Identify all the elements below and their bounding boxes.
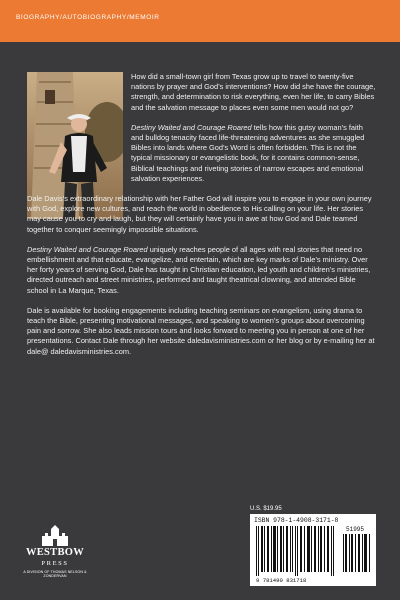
blurb-paragraph-2-text: tells how this gutsy woman’s faith and bulldog tenacity faced life-threatening adventures as she smuggled Bibles into lands where God’s Word is often forbidden. This is not the typical missionary or evangelistic book, for it contains common-sense, Biblical teachings and riveting stories of narrow escapes and emotional salvation experiences.	[131, 122, 365, 183]
genre-label: BIOGRAPHY/AUTOBIOGRAPHY/MEMOIR	[16, 14, 160, 21]
book-title-ref: Destiny Waited and Courage Roared	[27, 244, 148, 254]
blurb-paragraph-5: Dale is available for booking engagements including teaching seminars on evangelism, using drama to teach the Bible, presenting motivational messages, and speaking to women’s groups about overcoming pain and sorrow. She also leads mission tours and looks forward to meeting you in person at one of her presentations. Contact Dale through her website daledavisministries.com or her blog or by e-mailing her at dale@ daledavisministries.com.	[27, 305, 375, 356]
price-addon-number: 51995	[346, 526, 365, 533]
blurb-paragraph-3: Dale Davis’s extraordinary relationship with her Father God will inspire you to engage in your own journey with God, explore new cultures, and reach the world in obedience to His calling on your life. Her stories may cause you to cry and laugh, but they will certainly have you in awe at how God and Dale teamed together to conquer seemingly impossible situations.	[27, 194, 372, 234]
publisher-press: PRESS	[41, 560, 69, 567]
blurb-paragraph-4-text: uniquely reaches people of all ages with real stories that need no embellishment and that educate, evangelize, and entertain, which are key marks of Dale’s ministry. Over her forty years of serving God, Dale has taught in Christian education, led youth and children’s ministries, directed outreach and street ministries, performed and taught theatrical clowning, and attended Bible school in La Marque, Texas.	[27, 244, 371, 295]
castle-icon	[20, 524, 90, 548]
publisher-logo	[20, 524, 90, 586]
blurb-paragraph-2	[131, 123, 377, 184]
barcode-icon	[250, 514, 376, 586]
back-cover-blurb	[27, 72, 377, 367]
publisher-division: A DIVISION OF THOMAS NELSON & ZONDERVAN	[23, 570, 87, 578]
book-title-ref: Destiny Waited and Courage Roared	[131, 122, 252, 132]
price-label: U.S. $19.95	[250, 506, 282, 512]
isbn-barcode	[250, 514, 376, 586]
top-color-band	[0, 0, 400, 42]
isbn-label: ISBN 978-1-4908-3171-8	[254, 517, 339, 524]
blurb-paragraph-4	[27, 245, 377, 296]
blurb-paragraph-1: How did a small-town girl from Texas grow up to travel to twenty-five nations by prayer and God’s interventions? How did she have the courage, strength, and determination to risk everything, even her life, to carry Bibles and the salvation message to places even some men would not go?	[131, 72, 376, 112]
publisher-name: WESTBOW	[25, 547, 85, 558]
ean-number: 9 781490 831718	[256, 577, 307, 584]
